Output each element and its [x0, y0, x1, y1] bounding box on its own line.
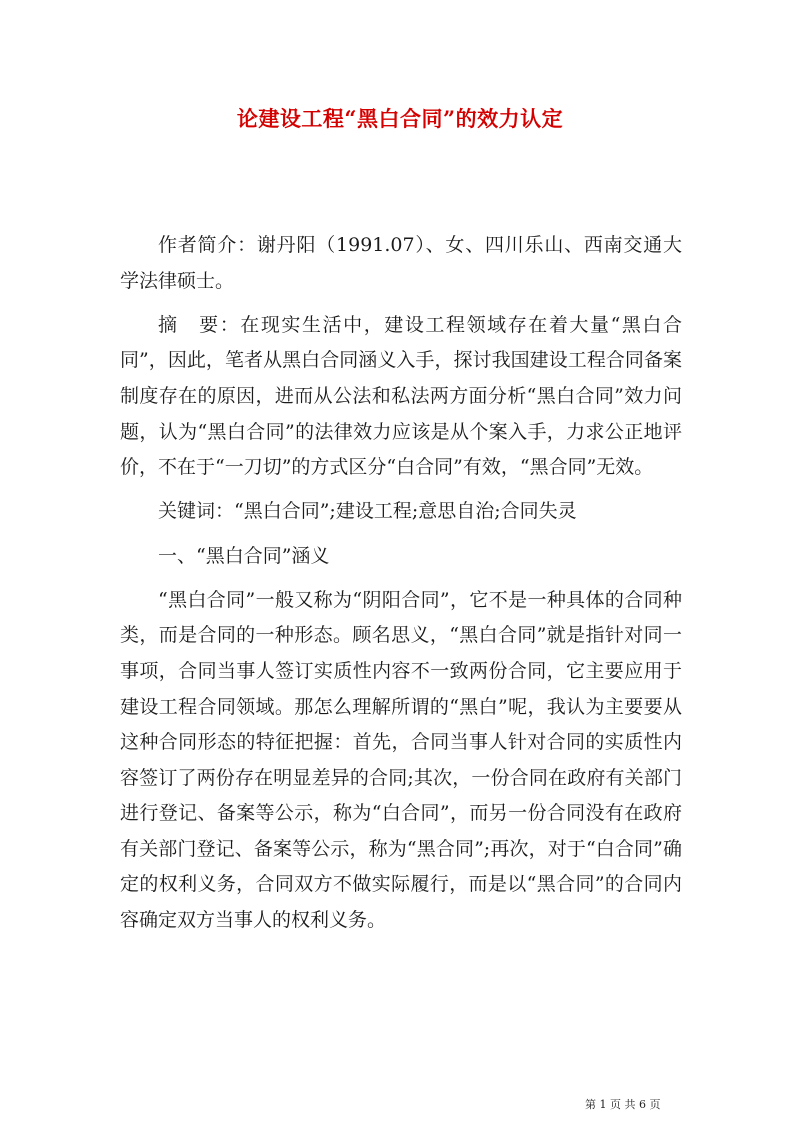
section-body-paragraph: “黑白合同”一般又称为“阴阳合同”，它不是一种具体的合同种类，而是合同的一种形态。顾名思义，“黑白合同”就是指针对同一事项，合同当事人签订实质性内容不一致两份合同，它主要应用于建设工程合同领域。那怎么理解所谓的“黑白”呢，我认为主要要从这种合同形态的特征把握：首先，合同当事人针对合同的实质性内容签订了两份存在明显差异的合同;其次，一份合同在政府有关部门进行登记、备案等公示，称为“白合同”，而另一份合同没有在政府有关部门登记、备案等公示，称为“黑合同”;再次，对于“白合同”确定的权利义务，合同双方不做实际履行，而是以“黑合同”的合同内容确定双方当事人的权利义务。: [120, 588, 682, 932]
page-number-footer: 第 1 页 共 6 页: [585, 1098, 661, 1111]
author-intro-paragraph: 作者简介：谢丹阳（1991.07）、女、四川乐山、西南交通大学法律硕士。: [120, 234, 682, 292]
document-title: 论建设工程“黑白合同”的效力认定: [236, 106, 564, 131]
document-body: [120, 228, 682, 947]
section-heading: 一、“黑白合同”涵义: [158, 544, 330, 567]
abstract-paragraph: 摘 要：在现实生活中，建设工程领域存在着大量“黑白合同”，因此，笔者从黑白合同涵义入手，探讨我国建设工程合同备案制度存在的原因，进而从公法和私法两方面分析“黑白合同”效力问题，认为“黑白合同”的法律效力应该是从个案入手，力求公正地评价，不在于“一刀切”的方式区分“白合同”有效，“黑合同”无效。: [120, 313, 682, 479]
keywords-paragraph: 关键词：“黑白合同”;建设工程;意思自治;合同失灵: [158, 500, 577, 523]
